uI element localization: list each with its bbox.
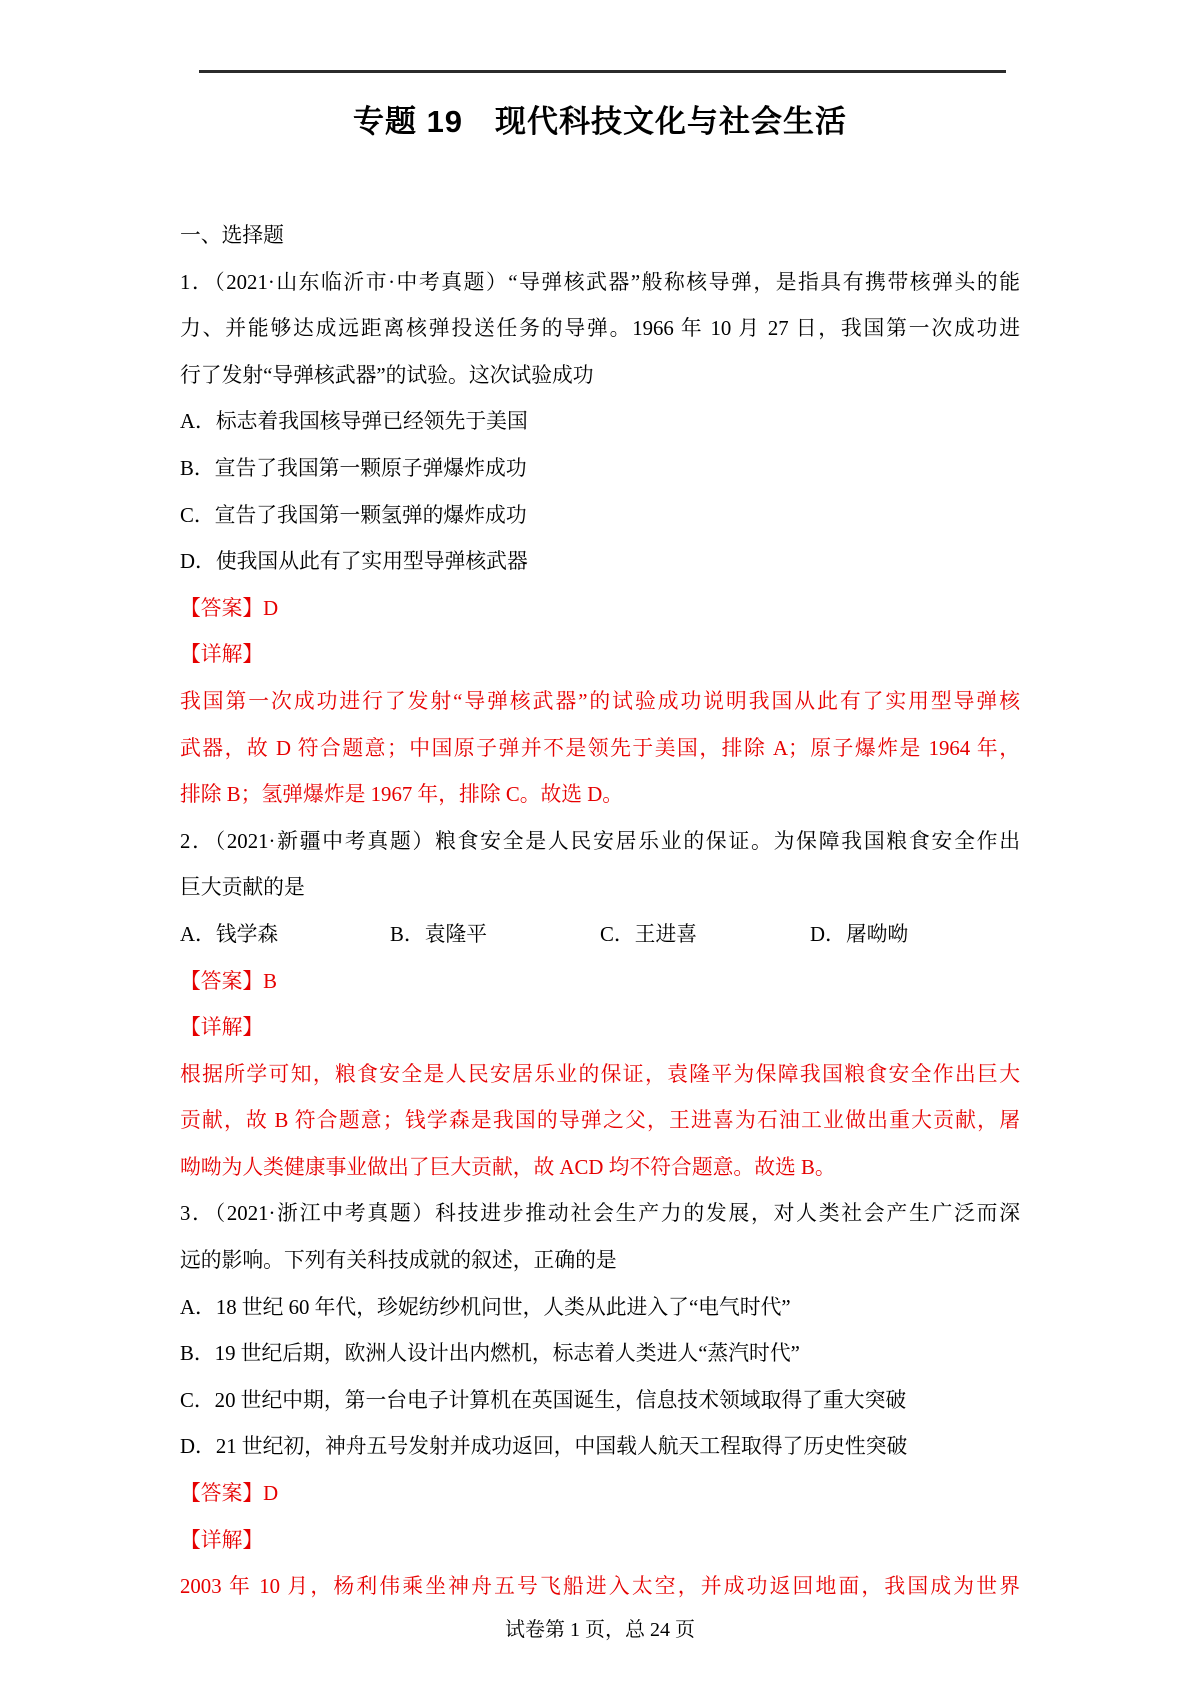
question-1-analysis xyxy=(180,679,1020,819)
question-1-answer-line-1: 【答案】D xyxy=(180,596,279,620)
question-1-answer xyxy=(180,586,1020,633)
question-1-option-c xyxy=(180,493,1020,540)
question-1-option-d-line-1: D．使我国从此有了实用型导弹核武器 xyxy=(180,550,528,574)
question-1-option-b-line-1: B．宣告了我国第一颗原子弹爆炸成功 xyxy=(180,456,527,480)
question-3-option-a xyxy=(180,1285,1020,1332)
question-3-answer xyxy=(180,1471,1020,1518)
question-2-analysis-label-line-1: 【详解】 xyxy=(180,1016,264,1040)
question-2-options-row xyxy=(180,912,1020,959)
page-title: 专题 19 现代科技文化与社会生活 xyxy=(352,104,848,139)
question-3-analysis xyxy=(180,1564,1020,1611)
question-2-analysis-line-2: 贡献，故 B 符合题意；钱学森是我国的导弹之父，王进喜为石油工业做出重大贡献，屠 xyxy=(180,1109,1020,1133)
question-1-option-d xyxy=(180,539,1020,586)
question-1-analysis-label-line-1: 【详解】 xyxy=(180,643,264,667)
question-2-analysis-line-1: 根据所学可知，粮食安全是人民安居乐业的保证，袁隆平为保障我国粮食安全作出巨大 xyxy=(180,1062,1020,1086)
question-2-options-d: D．屠呦呦 xyxy=(810,922,909,946)
question-3-option-d xyxy=(180,1424,1020,1471)
question-2-analysis xyxy=(180,1052,1020,1192)
question-2-options-c: C．王进喜 xyxy=(600,922,698,946)
question-3-analysis-line-1: 2003 年 10 月，杨利伟乘坐神舟五号飞船进入太空，并成功返回地面，我国成为世界 xyxy=(180,1575,1020,1599)
question-2-options-b: B．袁隆平 xyxy=(390,922,488,946)
question-2-stem xyxy=(180,819,1020,912)
question-3-option-b-line-1: B．19 世纪后期，欧洲人设计出内燃机，标志着人类进人“蒸汽时代” xyxy=(180,1342,800,1366)
question-3-option-c-line-1: C．20 世纪中期，第一台电子计算机在英国诞生，信息技术领域取得了重大突破 xyxy=(180,1388,907,1412)
question-3-option-a-line-1: A．18 世纪 60 年代，珍妮纺纱机问世，人类从此进入了“电气时代” xyxy=(180,1295,791,1319)
question-3-option-b xyxy=(180,1331,1020,1378)
question-2-answer-line-1: 【答案】B xyxy=(180,969,278,993)
question-3-option-c xyxy=(180,1378,1020,1425)
section-heading xyxy=(180,213,1020,260)
question-2-options xyxy=(180,912,1020,959)
question-1-option-c-line-1: C．宣告了我国第一颗氢弹的爆炸成功 xyxy=(180,503,527,527)
question-1-analysis-line-3: 排除 B；氢弹爆炸是 1967 年，排除 C。故选 D。 xyxy=(180,783,624,807)
question-1-option-a xyxy=(180,399,1020,446)
question-2-analysis-line-3: 呦呦为人类健康事业做出了巨大贡献，故 ACD 均不符合题意。故选 B。 xyxy=(180,1155,836,1179)
question-3-stem xyxy=(180,1191,1020,1284)
question-3-analysis-label xyxy=(180,1518,1020,1565)
question-1-analysis-label xyxy=(180,632,1020,679)
question-2-analysis-label xyxy=(180,1005,1020,1052)
section-heading-line-1: 一、选择题 xyxy=(180,224,284,247)
question-3-answer-line-1: 【答案】D xyxy=(180,1482,279,1506)
question-2-stem-line-2: 巨大贡献的是 xyxy=(180,876,305,900)
question-3-option-d-line-1: D．21 世纪初，神舟五号发射并成功返回，中国载人航天工程取得了历史性突破 xyxy=(180,1435,908,1459)
question-1-stem-line-2: 力、并能够达成远距离核弹投送任务的导弹。1966 年 10 月 27 日，我国第一次成功进 xyxy=(180,317,1020,341)
question-3-stem-line-2: 远的影响。下列有关科技成就的叙述，正确的是 xyxy=(180,1249,617,1273)
question-2-stem-line-1: 2．（2021·新疆中考真题）粮食安全是人民安居乐业的保证。为保障我国粮食安全作出 xyxy=(180,829,1020,853)
question-1-analysis-line-2: 武器，故 D 符合题意；中国原子弹并不是领先于美国，排除 A；原子爆炸是 1964 年， xyxy=(180,736,1020,760)
question-1-stem xyxy=(180,260,1020,400)
header-rule xyxy=(199,70,1006,73)
question-3-stem-line-1: 3．（2021·浙江中考真题）科技进步推动社会生产力的发展，对人类社会产生广泛而深 xyxy=(180,1202,1020,1226)
question-2-options-a: A．钱学森 xyxy=(180,922,279,946)
question-1-stem-line-3: 行了发射“导弹核武器”的试验。这次试验成功 xyxy=(180,363,594,387)
page-footer: 试卷第 1 页，总 24 页 xyxy=(505,1619,695,1641)
question-1-analysis-line-1: 我国第一次成功进行了发射“导弹核武器”的试验成功说明我国从此有了实用型导弹核 xyxy=(180,689,1020,713)
question-1-stem-line-1: 1．（2021·山东临沂市·中考真题）“导弹核武器”般称核导弹，是指具有携带核弹头的能 xyxy=(180,270,1020,294)
document-body xyxy=(180,213,1020,1611)
question-2-answer xyxy=(180,959,1020,1006)
question-1-option-b xyxy=(180,446,1020,493)
question-3-analysis-label-line-1: 【详解】 xyxy=(180,1528,264,1552)
question-1-option-a-line-1: A．标志着我国核导弹已经领先于美国 xyxy=(180,410,528,434)
